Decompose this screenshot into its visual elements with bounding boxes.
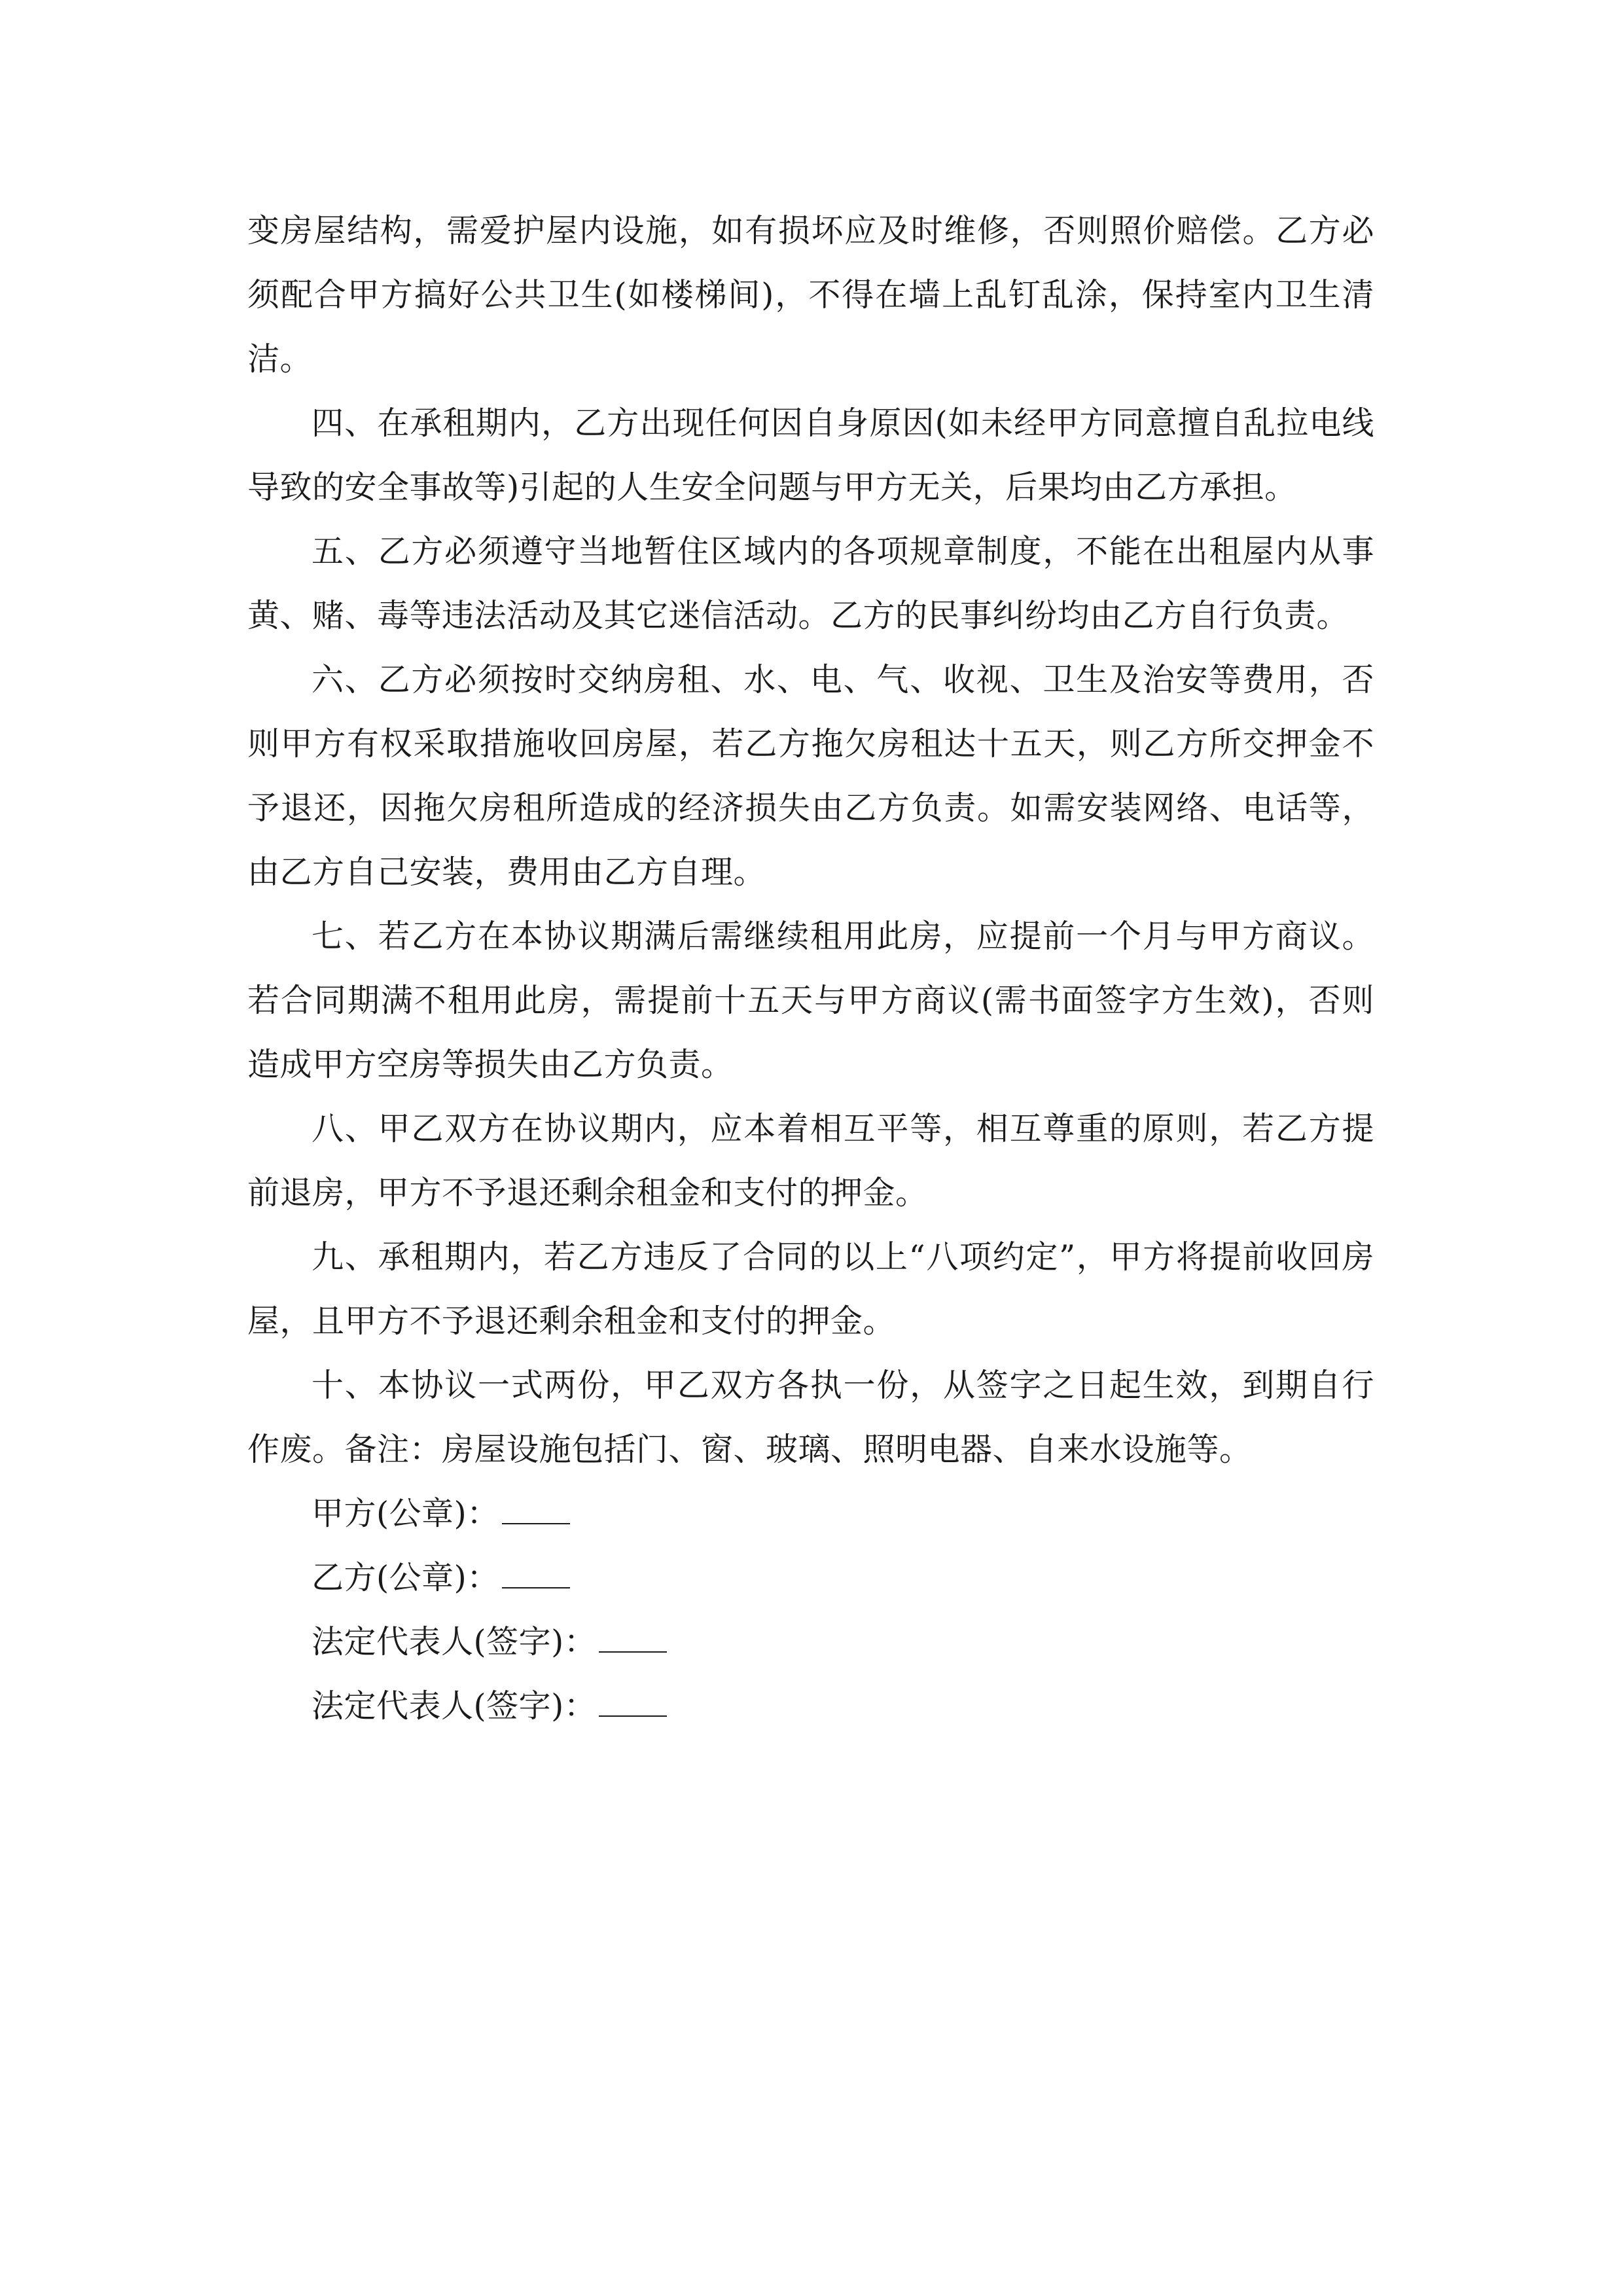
signature-label: 法定代表人(签字)： xyxy=(312,1623,597,1660)
clause-10: 十、本协议一式两份，甲乙双方各执一份，从签字之日起生效，到期自行作废。备注：房屋设施包括门、窗、玻璃、照明电器、自来水设施等。 xyxy=(247,1367,1374,1468)
signature-blank-line[interactable] xyxy=(502,1561,570,1588)
clause-5: 五、乙方必须遵守当地暂住区域内的各项规章制度，不能在出租屋内从事黄、赌、毒等违法活动及其它迷信活动。乙方的民事纠纷均由乙方自行负责。 xyxy=(247,533,1374,634)
signature-blank-line[interactable] xyxy=(599,1625,667,1653)
signature-blank-line[interactable] xyxy=(502,1497,570,1524)
clause-4: 四、在承租期内，乙方出现任何因自身原因(如未经甲方同意擅自乱拉电线导致的安全事故等)引起的人生安全问题与甲方无关，后果均由乙方承担。 xyxy=(247,404,1374,506)
clause-8: 八、甲乙双方在协议期内，应本着相互平等，相互尊重的原则，若乙方提前退房，甲方不予退还剩余租金和支付的押金。 xyxy=(247,1110,1374,1211)
signature-label: 法定代表人(签字)： xyxy=(312,1687,597,1725)
paragraph-continuation: 变房屋结构，需爱护屋内设施，如有损坏应及时维修，否则照价赔偿。乙方必须配合甲方搞好公共卫生(如楼梯间)，不得在墙上乱钉乱涂，保持室内卫生清洁。 xyxy=(247,212,1374,378)
signature-party-b xyxy=(247,1546,1374,1610)
signature-legal-rep-1 xyxy=(247,1610,1374,1674)
signature-label: 乙方(公章)： xyxy=(312,1559,499,1596)
clause-9: 九、承租期内，若乙方违反了合同的以上“八项约定”，甲方将提前收回房屋，且甲方不予退还剩余租金和支付的押金。 xyxy=(247,1238,1374,1340)
clause-7: 七、若乙方在本协议期满后需继续租用此房，应提前一个月与甲方商议。若合同期满不租用此房，需提前十五天与甲方商议(需书面签字方生效)，否则造成甲方空房等损失由乙方负责。 xyxy=(247,918,1374,1083)
clause-6: 六、乙方必须按时交纳房租、水、电、气、收视、卫生及治安等费用，否则甲方有权采取措施收回房屋，若乙方拖欠房租达十五天，则乙方所交押金不予退还，因拖欠房租所造成的经济损失由乙方负责。如需安装网络、电话等，由乙方自己安装，费用由乙方自理。 xyxy=(247,661,1374,891)
signature-label: 甲方(公章)： xyxy=(312,1495,499,1532)
signature-legal-rep-2 xyxy=(247,1674,1374,1738)
signature-blank-line[interactable] xyxy=(599,1689,667,1717)
signature-party-a xyxy=(247,1482,1374,1546)
document-body xyxy=(247,199,1374,1738)
